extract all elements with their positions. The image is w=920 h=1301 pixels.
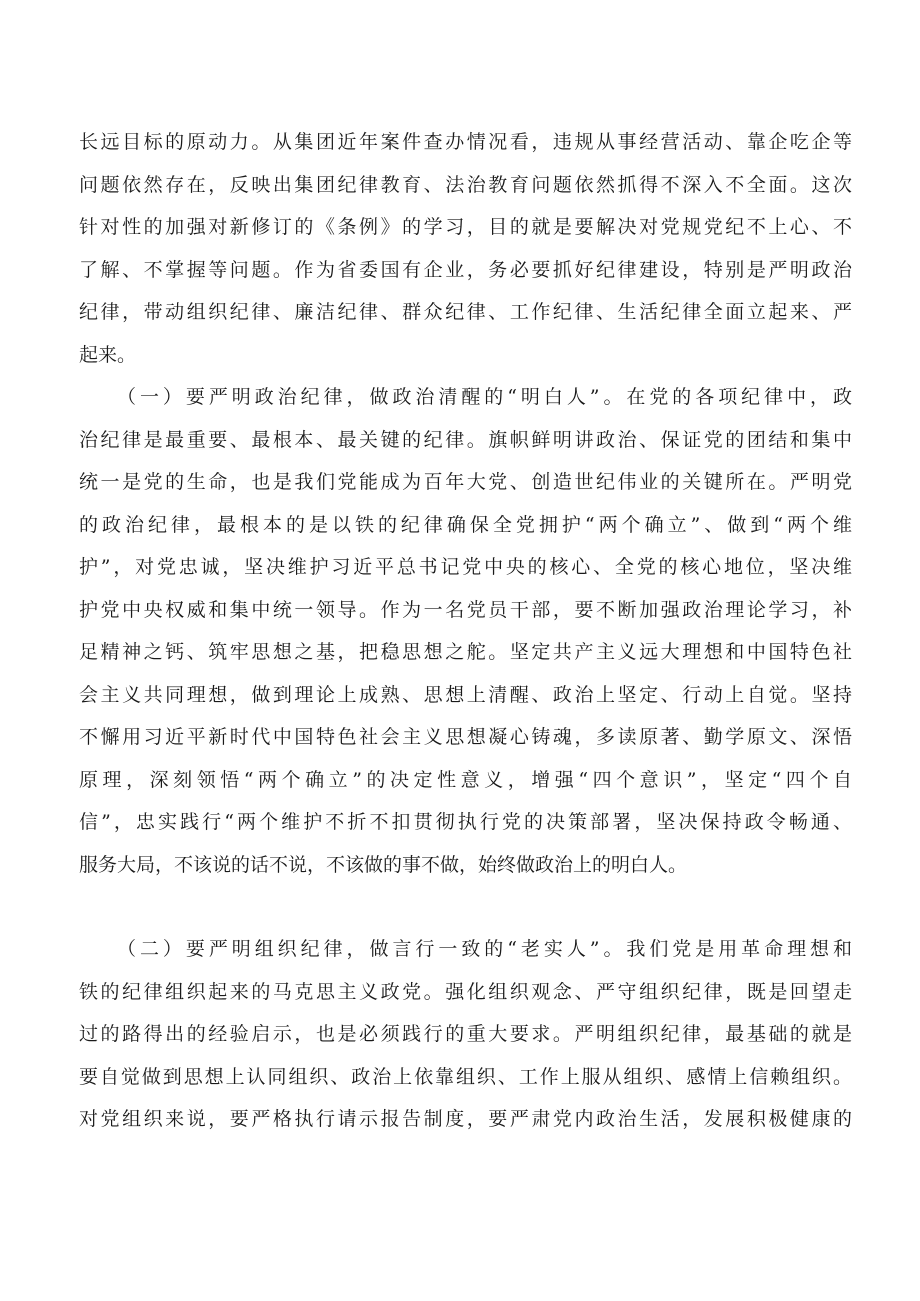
text-line: 会主义共同理想，做到理论上成熟、思想上清醒、政治上坚定、行动上自觉。坚持 bbox=[79, 683, 852, 706]
text-line: 针对性的加强对新修订的《条例》的学习，目的就是要解决对党规党纪不上心、不 bbox=[79, 216, 852, 238]
text-line: 对党组织来说，要严格执行请示报告制度，要严肃党内政治生活，发展积极健康的 bbox=[79, 1108, 852, 1130]
text-line: 长远目标的原动力。从集团近年案件查办情况看，违规从事经营活动、靠企吃企等 bbox=[79, 131, 852, 153]
text-line: 不懈用习近平新时代中国特色社会主义思想凝心铸魂，多读原著、勤学原文、深悟 bbox=[79, 726, 852, 748]
text-line: 的政治纪律，最根本的是以铁的纪律确保全党拥护“两个确立”、做到“两个维 bbox=[79, 513, 852, 536]
text-line: 足精神之钙、筑牢思想之基，把稳思想之舵。坚定共产主义远大理想和中国特色社 bbox=[79, 641, 852, 663]
text-line: 过的路得出的经验启示，也是必须践行的重大要求。严明组织纪律，最基础的就是 bbox=[79, 1023, 852, 1045]
text-line: （二）要严明组织纪律，做言行一致的“老实人”。我们党是用革命理想和 bbox=[117, 938, 852, 960]
text-line: 纪律，带动组织纪律、廉洁纪律、群众纪律、工作纪律、生活纪律全面立起来、严 bbox=[79, 301, 852, 323]
paragraph-political-discipline bbox=[79, 376, 852, 886]
text-line: 护”，对党忠诚，坚决维护习近平总书记党中央的核心、全党的核心地位，坚决维 bbox=[79, 556, 852, 578]
text-line: （一）要严明政治纪律，做政治清醒的“明白人”。在党的各项纪律中，政 bbox=[117, 386, 852, 408]
text-line: 要自觉做到思想上认同组织、政治上依靠组织、工作上服从组织、感情上信赖组织。 bbox=[79, 1065, 852, 1088]
text-line: 服务大局，不该说的话不说，不该做的事不做，始终做政治上的明白人。 bbox=[79, 853, 688, 876]
text-line: 治纪律是最重要、最根本、最关键的纪律。旗帜鲜明讲政治、保证党的团结和集中 bbox=[79, 428, 852, 451]
paragraph-organizational-discipline bbox=[79, 928, 852, 1141]
text-line: 铁的纪律组织起来的马克思主义政党。强化组织观念、严守组织纪律，既是回望走 bbox=[79, 980, 852, 1003]
text-line: 统一是党的生命，也是我们党能成为百年大党、创造世纪伟业的关键所在。严明党 bbox=[79, 471, 852, 493]
text-line: 起来。 bbox=[79, 343, 137, 366]
text-line: 原理，深刻领悟“两个确立”的决定性意义，增强“四个意识”，坚定“四个自 bbox=[79, 768, 852, 791]
text-line: 问题依然存在，反映出集团纪律教育、法治教育问题依然抓得不深入不全面。这次 bbox=[79, 173, 852, 196]
paragraph-intro bbox=[79, 121, 852, 376]
text-line: 了解、不掌握等问题。作为省委国有企业，务必要抓好纪律建设，特别是严明政治 bbox=[79, 258, 852, 281]
text-line: 信”，忠实践行“两个维护不折不扣贯彻执行党的决策部署，坚决保持政令畅通、 bbox=[79, 811, 852, 833]
text-line: 护党中央权威和集中统一领导。作为一名党员干部，要不断加强政治理论学习，补 bbox=[79, 598, 852, 621]
